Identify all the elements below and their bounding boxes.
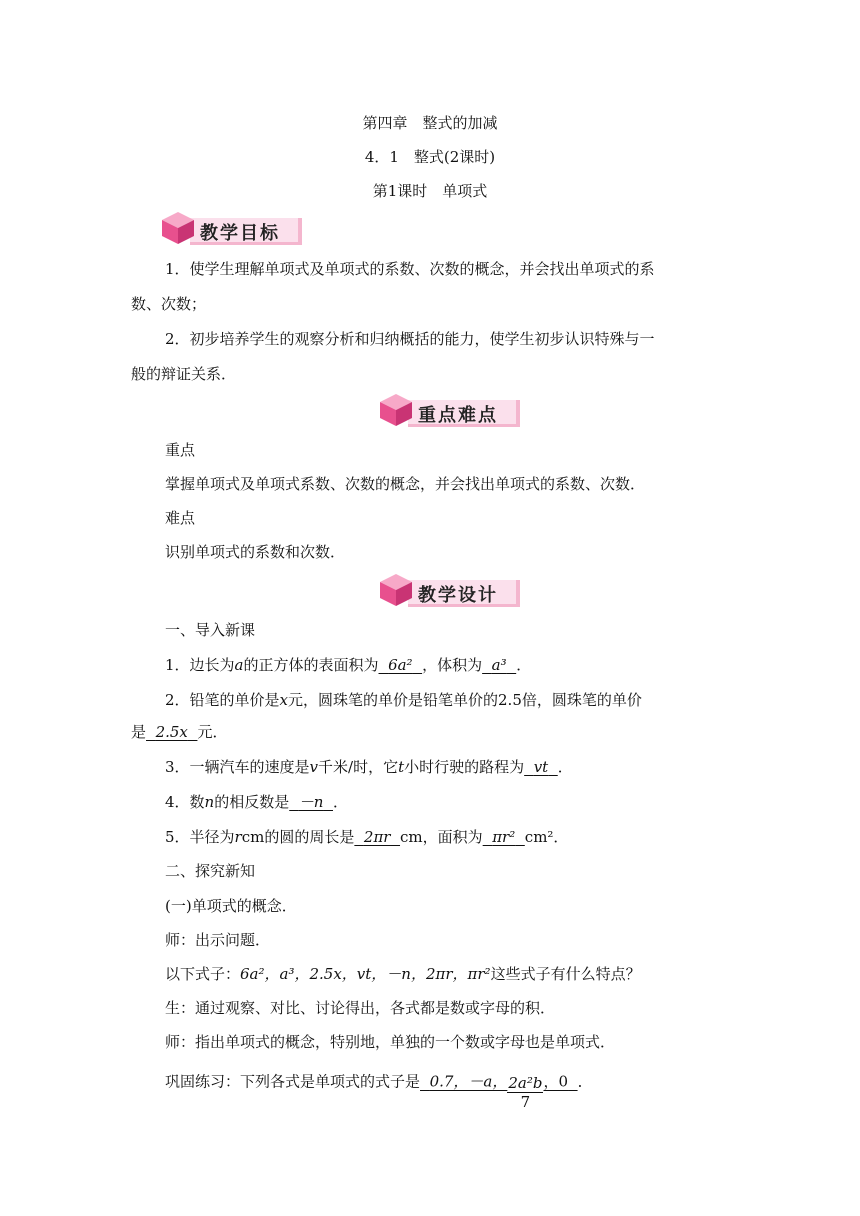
goal-item-2a: 2．初步培养学生的观察分析和归纳概括的能力，使学生初步认识特殊与一 — [165, 330, 655, 348]
badge-label: 教学目标 — [200, 223, 280, 244]
badge-key-points — [378, 392, 528, 428]
chapter-title: 第四章 整式的加减 — [362, 114, 498, 132]
teacher-line-2: 师：指出单项式的概念，特别地，单独的一个数或字母也是单项式． — [165, 1033, 616, 1051]
question-2b: 是 2.5x 元． — [131, 723, 228, 741]
subsection-heading: (一)单项式的概念． — [165, 897, 297, 915]
badge-teaching-design — [378, 572, 528, 608]
question-2a: 2．铅笔的单价是x元，圆珠笔的单价是铅笔单价的2.5倍，圆珠笔的单价 — [165, 691, 642, 709]
answer-area: πr² — [492, 828, 516, 846]
question-4: 4．数n的相反数是 －n ． — [165, 793, 349, 811]
section-title: 4．1 整式(2课时) — [364, 148, 496, 166]
lesson-title: 第1课时 单项式 — [372, 182, 488, 200]
answer-opposite: －n — [298, 793, 324, 811]
badge-label: 教学设计 — [418, 585, 498, 606]
expression-list: 6a²，a³，2.5x，vt，－n，2πr，πr² — [240, 965, 491, 983]
difficulty-text: 识别单项式的系数和次数． — [165, 543, 346, 561]
students-line: 生：通过观察、对比、讨论得出，各式都是数或字母的积． — [165, 999, 556, 1017]
teacher-line-1: 师：出示问题． — [165, 931, 271, 949]
goal-item-1b: 数、次数； — [131, 295, 207, 313]
badge-teaching-goals — [160, 210, 310, 246]
answer-circumference: 2πr — [363, 828, 391, 846]
pink-cube-icon — [160, 210, 196, 246]
goal-item-2b: 般的辩证关系． — [131, 365, 237, 383]
fraction: $\frac{\text{2a²b}}{7}$ — [508, 1074, 543, 1111]
answer-surface-area: 6a² — [388, 656, 413, 674]
pink-cube-icon — [378, 572, 414, 608]
pink-cube-icon — [378, 392, 414, 428]
question-3: 3．一辆汽车的速度是v千米/时，它t小时行驶的路程为 vt ． — [165, 758, 573, 776]
goal-item-1a: 1．使学生理解单项式及单项式的系数、次数的概念，并会找出单项式的系 — [165, 260, 655, 278]
part-1-heading: 一、导入新课 — [165, 621, 256, 639]
question-1: 1．边长为a的正方体的表面积为 6a² ，体积为 a³ ． — [165, 656, 532, 674]
practice-line: 巩固练习：下列各式是单项式的式子是 0.7，－a， $\frac{\text{2a²b}}{7}$ ，0 ． — [165, 1072, 593, 1111]
difficulty-label: 难点 — [165, 509, 196, 527]
key-label: 重点 — [165, 441, 196, 459]
practice-answer-b: ，0 — [543, 1072, 569, 1091]
answer-volume: a³ — [491, 656, 507, 674]
key-text: 掌握单项式及单项式系数、次数的概念，并会找出单项式的系数、次数． — [165, 475, 646, 493]
answer-pen-price: 2.5x — [155, 723, 188, 741]
badge-label: 重点难点 — [418, 405, 498, 426]
question-5: 5．半径为rcm的圆的周长是 2πr cm，面积为 πr² cm²． — [165, 828, 569, 846]
expression-line: 以下式子：6a²，a³，2.5x，vt，－n，2πr，πr²这些式子有什么特点？ — [165, 965, 641, 983]
part-2-heading: 二、探究新知 — [165, 862, 256, 880]
answer-distance: vt — [533, 758, 549, 776]
practice-answer-a: 0.7，－a， — [429, 1072, 508, 1091]
